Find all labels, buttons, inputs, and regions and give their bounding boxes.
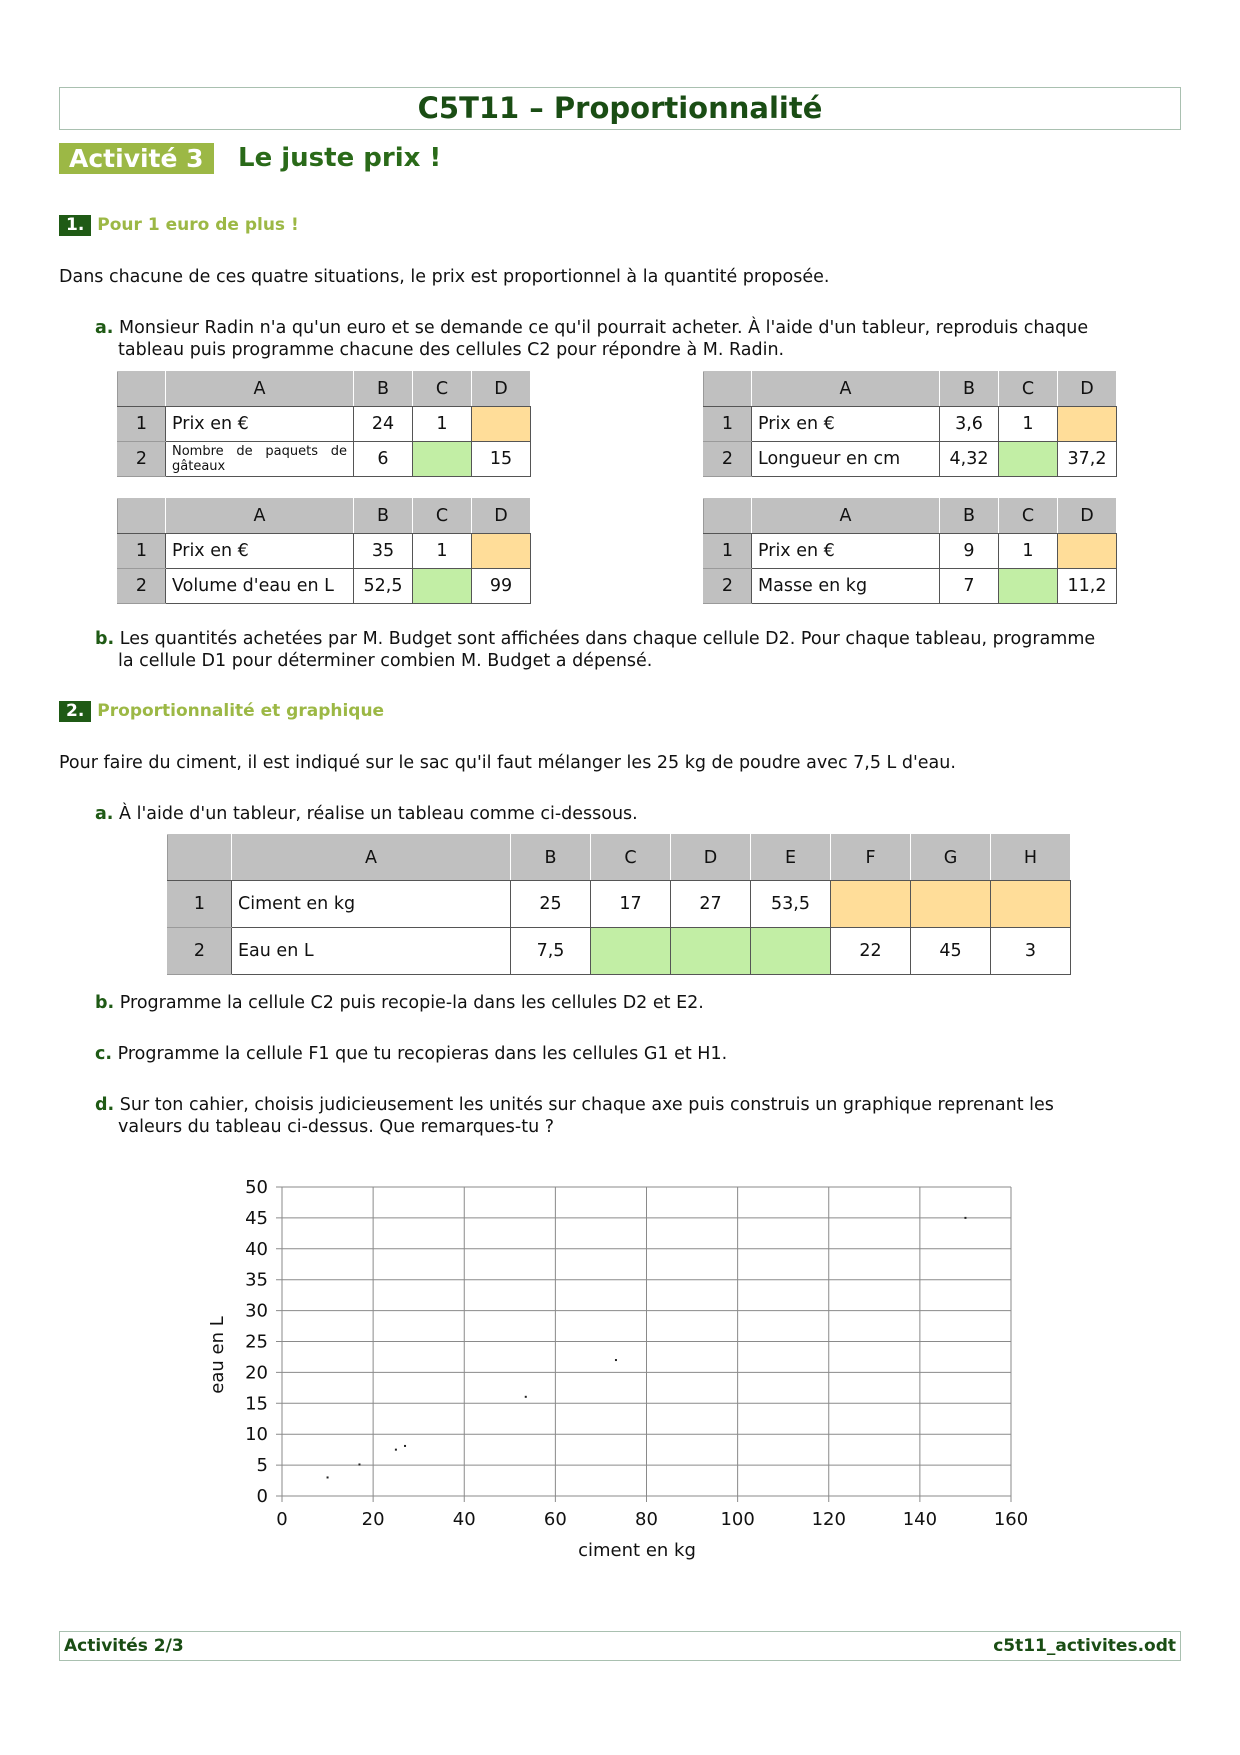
question-letter: c.: [95, 1044, 113, 1064]
activity-badge: Activité 3: [59, 143, 214, 174]
cell-c1: 1: [413, 407, 472, 442]
cell-c1: 1: [999, 407, 1058, 442]
data-point: [964, 1217, 966, 1219]
question-letter: a.: [95, 804, 114, 824]
x-tick-label: 40: [452, 1509, 476, 1530]
question-letter: b.: [95, 629, 115, 649]
y-tick-label: 20: [245, 1362, 268, 1384]
y-axis-label: eau en L: [207, 1316, 228, 1394]
column-header: B: [354, 372, 413, 407]
section-2-number: 2.: [59, 701, 91, 722]
y-tick-label: 45: [245, 1207, 268, 1229]
data-point: [358, 1463, 360, 1465]
row-header: 1: [118, 534, 166, 569]
row-header: 2: [704, 442, 752, 477]
cell-c1: 17: [591, 881, 671, 928]
cell-a2: Volume d'eau en L: [166, 569, 354, 604]
cell-d2: 11,2: [1058, 569, 1117, 604]
column-header: E: [751, 835, 831, 881]
row-header: 1: [704, 534, 752, 569]
y-tick-label: 5: [256, 1455, 268, 1477]
column-header: G: [911, 835, 991, 881]
cell-d1: 27: [671, 881, 751, 928]
question-text: Les quantités achetées par M. Budget sont affichées dans chaque cellule D2. Pour chaque tableau, programme: [119, 629, 1096, 649]
column-header: C: [999, 372, 1058, 407]
x-tick-label: 20: [361, 1509, 385, 1530]
cell-b1: 9: [940, 534, 999, 569]
cell-b1: 35: [354, 534, 413, 569]
column-header: D: [1058, 372, 1117, 407]
x-tick-label: 160: [993, 1509, 1029, 1530]
row-header: 1: [704, 407, 752, 442]
question-letter: b.: [95, 993, 115, 1013]
question-text: Sur ton cahier, choisis judicieusement les unités sur chaque axe puis construis un graphique reprenant les: [119, 1095, 1054, 1115]
column-header: B: [354, 499, 413, 534]
section-2-intro: Pour faire du ciment, il est indiqué sur le sac qu'il faut mélanger les 25 kg de poudre avec 7,5 L d'eau.: [59, 753, 956, 773]
row-header: 1: [118, 407, 166, 442]
activity-title: Le juste prix !: [238, 143, 442, 173]
column-header: A: [752, 499, 940, 534]
cell-a1: Ciment en kg: [232, 881, 511, 928]
question-text: tableau puis programme chacune des cellules C2 pour répondre à M. Radin.: [118, 340, 785, 360]
y-tick-label: 40: [245, 1238, 268, 1260]
y-tick-label: 10: [245, 1424, 268, 1446]
x-tick-label: 80: [635, 1509, 658, 1530]
y-tick-label: 30: [245, 1300, 268, 1322]
question-text: Programme la cellule F1 que tu recopieras dans les cellules G1 et H1.: [117, 1044, 728, 1064]
x-tick-label: 60: [543, 1509, 567, 1530]
column-header: A: [752, 372, 940, 407]
cell-d2: 99: [472, 569, 531, 604]
y-tick-label: 35: [245, 1269, 268, 1291]
cell-c1: 1: [413, 534, 472, 569]
cell-e1: 53,5: [751, 881, 831, 928]
x-tick-label: 0: [276, 1509, 288, 1530]
page-title: C5T11 – Proportionnalité: [417, 91, 823, 125]
column-header: C: [591, 835, 671, 881]
cell-b2: 7,5: [511, 928, 591, 975]
cell-a2: Masse en kg: [752, 569, 940, 604]
cell-b2: 4,32: [940, 442, 999, 477]
column-header: C: [999, 499, 1058, 534]
cell-b2: 52,5: [354, 569, 413, 604]
section-1-title: Pour 1 euro de plus !: [97, 215, 299, 235]
cell-d2: 37,2: [1058, 442, 1117, 477]
column-header: D: [671, 835, 751, 881]
footer-box: [59, 1631, 1181, 1661]
y-tick-labels: [245, 1177, 268, 1507]
cell-a1: Prix en €: [752, 407, 940, 442]
column-header: C: [413, 499, 472, 534]
cell-b2: 6: [354, 442, 413, 477]
column-header: D: [472, 372, 531, 407]
cell-a2: Longueur en cm: [752, 442, 940, 477]
section-1-intro: Dans chacune de ces quatre situations, le prix est proportionnel à la quantité proposée.: [59, 267, 830, 287]
question-text: Monsieur Radin n'a qu'un euro et se demande ce qu'il pourrait acheter. À l'aide d'un tableur, reproduis chaque: [119, 318, 1089, 338]
cell-a1: Prix en €: [752, 534, 940, 569]
row-header: 1: [168, 881, 232, 928]
question-letter: d.: [95, 1095, 115, 1115]
y-tick-label: 50: [245, 1177, 268, 1198]
column-header: B: [940, 499, 999, 534]
column-header: F: [831, 835, 911, 881]
footer-left: Activités 2/3: [64, 1636, 184, 1656]
y-tick-label: 15: [245, 1393, 268, 1415]
row-header: 2: [118, 442, 166, 477]
data-point: [395, 1449, 397, 1451]
cell-b1: 3,6: [940, 407, 999, 442]
column-header: H: [991, 835, 1071, 881]
column-header: D: [1058, 499, 1117, 534]
question-text: valeurs du tableau ci-dessus. Que remarques-tu ?: [118, 1117, 555, 1137]
question-text: Programme la cellule C2 puis recopie-la dans les cellules D2 et E2.: [119, 993, 704, 1013]
column-header: A: [232, 835, 511, 881]
cell-b2: 7: [940, 569, 999, 604]
column-header: B: [940, 372, 999, 407]
column-header: D: [472, 499, 531, 534]
section-2-title: Proportionnalité et graphique: [97, 701, 385, 721]
cell-f2: 22: [831, 928, 911, 975]
cell-a2: Eau en L: [232, 928, 511, 975]
x-tick-label: 140: [902, 1509, 938, 1530]
column-header: C: [413, 372, 472, 407]
cell-c1: 1: [999, 534, 1058, 569]
cell-a2: Nombre de paquets de gâteaux: [166, 442, 354, 477]
cell-h2: 3: [991, 928, 1071, 975]
footer-right: c5t11_activites.odt: [993, 1636, 1176, 1656]
y-tick-label: 0: [256, 1486, 268, 1507]
data-point: [404, 1445, 406, 1447]
question-letter: a.: [95, 318, 114, 338]
row-header: 2: [704, 569, 752, 604]
data-point: [525, 1396, 527, 1398]
section-1-number: 1.: [59, 215, 91, 236]
row-header: 2: [118, 569, 166, 604]
data-point: [615, 1359, 617, 1361]
cell-b1: 24: [354, 407, 413, 442]
x-tick-label: 100: [720, 1509, 755, 1530]
x-tick-label: 120: [811, 1509, 846, 1530]
question-text: la cellule D1 pour déterminer combien M. Budget a dépensé.: [118, 651, 653, 671]
cell-a1: Prix en €: [166, 407, 354, 442]
cell-g2: 45: [911, 928, 991, 975]
y-tick-label: 25: [245, 1331, 268, 1353]
question-text: À l'aide d'un tableur, réalise un tableau comme ci-dessous.: [119, 804, 638, 824]
column-header: A: [166, 499, 354, 534]
row-header: 2: [168, 928, 232, 975]
x-tick-labels: [276, 1509, 1028, 1530]
cell-a1: Prix en €: [166, 534, 354, 569]
column-header: B: [511, 835, 591, 881]
cell-d2: 15: [472, 442, 531, 477]
x-axis-label: ciment en kg: [578, 1540, 696, 1561]
chart-grid: [276, 1187, 1011, 1502]
cell-b1: 25: [511, 881, 591, 928]
column-header: A: [166, 372, 354, 407]
data-point: [327, 1476, 329, 1478]
